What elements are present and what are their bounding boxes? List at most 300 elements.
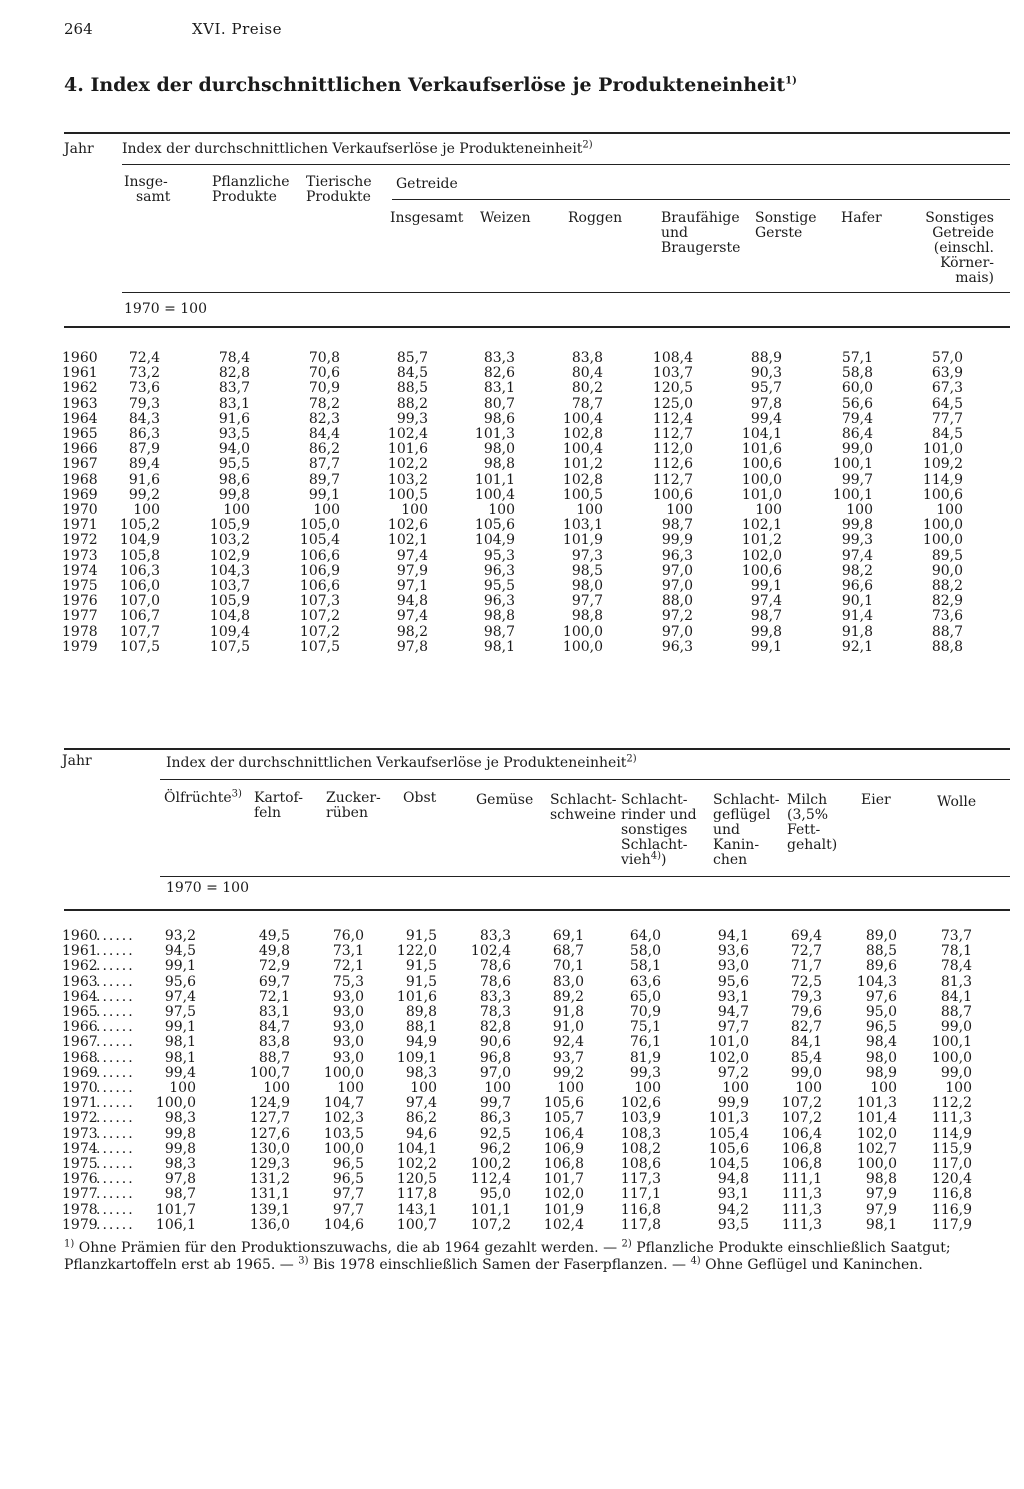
t1-cell: 104,3	[209, 562, 250, 579]
t1-cell: 90,3	[750, 365, 782, 382]
t1-cell: 105,2	[119, 517, 160, 534]
t1-cell: 78,7	[571, 395, 603, 412]
t1-group-label: Index der durchschnittlichen Verkaufserlöse je Produkteneinheit	[122, 141, 583, 157]
t1-cell: 88,0	[661, 593, 693, 610]
t2-year-dots: ......	[96, 1019, 135, 1036]
t2-cell: 98,4	[865, 1034, 897, 1051]
t1-getreide-header: Getreide	[396, 176, 458, 192]
t2-row	[0, 1035, 1024, 1050]
t2-cell: 105,7	[543, 1110, 584, 1127]
t2-cell: 100,1	[931, 1034, 972, 1051]
t1-cell: 98,7	[750, 608, 782, 625]
t2-cell: 120,5	[396, 1171, 437, 1188]
footnotes	[64, 1240, 1010, 1274]
t1-cell: 70,6	[308, 365, 340, 382]
t1-cell: 100,0	[741, 471, 782, 488]
t1-cell: 57,1	[841, 350, 873, 366]
t1-cell: 97,9	[396, 562, 428, 579]
t2-cell: 101,6	[396, 988, 437, 1005]
t2-cell: 100,0	[323, 1064, 364, 1081]
t1-year: 1973	[62, 547, 98, 564]
t2-year: 1972	[62, 1110, 98, 1127]
t1-base-label: 1970 = 100	[124, 301, 207, 317]
t1-cell: 101,6	[387, 441, 428, 458]
t2-cell: 117,8	[396, 1186, 437, 1203]
t2-row	[0, 1081, 1024, 1096]
t1-cell: 95,7	[750, 380, 782, 397]
t2-cell: 102,0	[856, 1125, 897, 1142]
t2-col-schlachtschweine-l1: Schlacht-	[550, 792, 617, 808]
t1-cell: 91,6	[128, 471, 160, 488]
t1-row	[0, 609, 1024, 624]
t1-cell: 99,8	[218, 486, 250, 503]
t1-cell: 96,3	[483, 593, 515, 610]
t2-cell: 107,2	[781, 1110, 822, 1127]
t2-col-schlachtrinder-sup: 4)	[650, 850, 661, 862]
t1-col-sonstige-gerste	[755, 211, 817, 241]
t2-col-oelfruechte-label: Ölfrüchte	[164, 790, 232, 806]
t2-year-dots: ......	[96, 1110, 135, 1127]
t2-cell: 97,6	[865, 988, 897, 1005]
t1-cell: 101,3	[474, 426, 515, 442]
t1-cell: 109,4	[209, 623, 250, 640]
t2-cell: 73,1	[332, 943, 364, 960]
t1-cell: 95,3	[483, 547, 515, 564]
t2-base-rule	[160, 876, 1010, 877]
t2-col-milch-l3: Fett-	[787, 822, 821, 838]
t2-year: 1973	[62, 1125, 98, 1142]
t2-cell: 97,0	[479, 1064, 511, 1081]
t1-cell: 105,9	[209, 593, 250, 610]
t2-cell: 88,5	[865, 943, 897, 960]
t2-cell: 71,7	[790, 958, 822, 975]
t1-cell: 72,4	[128, 350, 160, 366]
t2-cell: 90,6	[479, 1034, 511, 1051]
t2-row	[0, 1187, 1024, 1202]
t1-cell: 94,0	[218, 441, 250, 458]
t1-cell: 83,7	[218, 380, 250, 397]
t1-cell: 107,5	[209, 638, 250, 655]
t1-cell: 78,2	[308, 395, 340, 412]
t1-cell: 89,5	[931, 547, 963, 564]
t2-col-schlachtgefluegel-l2: geflügel	[713, 807, 771, 823]
footnote-1-mark: 1)	[64, 1238, 75, 1250]
t2-cell: 100,0	[155, 1095, 196, 1112]
t1-row	[0, 579, 1024, 594]
t2-col-schlachtrinder-l4: Schlacht-	[621, 837, 688, 853]
t2-cell: 95,0	[865, 1004, 897, 1020]
t2-cell: 127,7	[249, 1110, 290, 1127]
t2-cell: 91,5	[405, 928, 437, 944]
t1-cell: 79,3	[128, 395, 160, 412]
t2-cell: 97,9	[865, 1201, 897, 1218]
t2-col-kartoffeln-l1: Kartof-	[254, 790, 303, 806]
t2-cell: 94,8	[717, 1171, 749, 1188]
title-footnote-mark: 1)	[785, 75, 797, 87]
t1-cell: 102,0	[741, 547, 782, 564]
t2-year: 1979	[62, 1216, 98, 1233]
t2-cell: 78,6	[479, 973, 511, 990]
t1-cell: 87,7	[308, 456, 340, 473]
t1-cell: 95,5	[218, 456, 250, 473]
t2-cell: 120,4	[931, 1171, 972, 1188]
t1-cell: 100,6	[652, 486, 693, 503]
t2-cell: 104,6	[323, 1216, 364, 1233]
t1-cell: 98,6	[483, 410, 515, 427]
footnote-3-mark: 3)	[298, 1255, 309, 1267]
t2-col-zuckerrueben	[326, 791, 381, 821]
t1-base-rule	[122, 292, 1010, 293]
t2-cell: 72,9	[258, 958, 290, 975]
t2-cell: 88,1	[405, 1019, 437, 1036]
t1-cell: 102,2	[387, 456, 428, 473]
t2-cell: 89,8	[405, 1004, 437, 1020]
t1-cell: 98,1	[483, 638, 515, 655]
t2-year-dots: ......	[96, 1125, 135, 1142]
t2-year-dots: ......	[96, 1216, 135, 1233]
t2-col-zuckerrueben-l1: Zucker-	[326, 790, 381, 806]
t2-cell: 84,1	[790, 1034, 822, 1051]
t1-cell: 83,1	[218, 395, 250, 412]
t2-cell: 94,6	[405, 1125, 437, 1142]
t1-year: 1977	[62, 608, 98, 625]
t1-cell: 88,7	[931, 623, 963, 640]
t2-cell: 94,5	[164, 943, 196, 960]
t2-cell: 99,8	[164, 1125, 196, 1142]
t2-year: 1970	[62, 1080, 98, 1096]
t2-year-dots: ......	[96, 1201, 135, 1218]
page-number: 264	[64, 20, 93, 38]
t1-group-rule	[122, 164, 1010, 165]
t1-cell: 97,0	[661, 578, 693, 594]
t2-row	[0, 929, 1024, 944]
t1-cell: 100,6	[741, 562, 782, 579]
t2-cell: 70,9	[629, 1004, 661, 1020]
t2-cell: 107,2	[470, 1216, 511, 1233]
t2-cell: 111,3	[781, 1216, 822, 1233]
t2-row	[0, 1020, 1024, 1035]
t1-cell: 112,0	[652, 441, 693, 458]
t1-cell: 100	[223, 502, 250, 518]
t2-year: 1976	[62, 1171, 98, 1188]
t1-cell: 97,4	[750, 593, 782, 610]
t2-cell: 97,4	[164, 988, 196, 1005]
t2-col-schlachtrinder-l5: vieh$^{4)}$)	[621, 850, 667, 868]
t1-cell: 97,7	[571, 593, 603, 610]
t2-cell: 115,9	[931, 1140, 972, 1157]
t1-cell: 101,0	[741, 486, 782, 503]
t2-cell: 99,1	[164, 1019, 196, 1036]
t2-cell: 98,0	[865, 1049, 897, 1066]
t1-cell: 100,0	[562, 638, 603, 655]
t2-cell: 95,6	[164, 973, 196, 990]
t2-cell: 81,3	[940, 973, 972, 990]
t1-cell: 100,1	[832, 486, 873, 503]
t2-cell: 100	[634, 1080, 661, 1096]
t1-cell: 105,9	[209, 517, 250, 534]
t2-cell: 143,1	[396, 1201, 437, 1218]
t1-year: 1975	[62, 578, 98, 594]
t1-cell: 64,5	[931, 395, 963, 412]
t2-cell: 83,0	[552, 973, 584, 990]
t1-cell: 96,3	[661, 638, 693, 655]
t2-cell: 97,5	[164, 1004, 196, 1020]
t2-cell: 102,4	[543, 1216, 584, 1233]
t2-cell: 102,3	[323, 1110, 364, 1127]
t2-cell: 69,1	[552, 928, 584, 944]
t2-cell: 64,0	[629, 928, 661, 944]
t1-cell: 70,8	[308, 350, 340, 366]
t1-cell: 84,4	[308, 426, 340, 442]
t1-row	[0, 457, 1024, 472]
t2-cell: 78,1	[940, 943, 972, 960]
t2-cell: 105,6	[543, 1095, 584, 1112]
t2-row	[0, 1111, 1024, 1126]
t1-col-hafer: Hafer	[841, 210, 882, 226]
t2-cell: 101,3	[856, 1095, 897, 1112]
t2-year: 1975	[62, 1156, 98, 1172]
t2-cell: 100	[557, 1080, 584, 1096]
t1-row	[0, 594, 1024, 609]
t2-cell: 97,4	[405, 1095, 437, 1112]
t2-cell: 98,8	[865, 1171, 897, 1188]
t1-cell: 91,6	[218, 410, 250, 427]
t1-year: 1969	[62, 486, 98, 503]
t1-cell: 107,2	[299, 623, 340, 640]
t2-cell: 99,8	[164, 1140, 196, 1157]
t1-cell: 96,3	[661, 547, 693, 564]
t1-cell: 107,5	[119, 638, 160, 655]
section-title: XVI. Preise	[192, 20, 282, 38]
t1-header-bottom-rule	[64, 326, 1010, 328]
t2-cell: 63,6	[629, 973, 661, 990]
t2-col-wolle: Wolle	[937, 794, 977, 810]
t1-cell: 105,4	[299, 532, 340, 549]
t1-group-header	[122, 139, 593, 157]
t2-col-schlachtrinder-l1: Schlacht-	[621, 792, 688, 808]
t1-cell: 73,2	[128, 365, 160, 382]
t1-cell: 89,4	[128, 456, 160, 473]
t2-year: 1960	[62, 928, 98, 944]
t2-cell: 101,7	[155, 1201, 196, 1218]
t2-cell: 93,0	[332, 1049, 364, 1066]
t1-col-braugerste	[661, 211, 740, 256]
t2-cell: 95,0	[479, 1186, 511, 1203]
t1-col-braugerste-l1: Braufähige	[661, 210, 740, 226]
t2-cell: 91,5	[405, 973, 437, 990]
t2-year: 1961	[62, 943, 98, 960]
t2-year-dots: ......	[96, 1049, 135, 1066]
t1-cell: 102,8	[562, 426, 603, 442]
t1-cell: 100,4	[562, 441, 603, 458]
t2-year-dots: ......	[96, 1156, 135, 1172]
t2-cell: 96,5	[332, 1171, 364, 1188]
t2-cell: 72,1	[332, 958, 364, 975]
t1-col-sonstiges-getreide-l1: Sonstiges	[925, 210, 994, 226]
t2-cell: 99,2	[552, 1064, 584, 1081]
table2-top-rule	[64, 748, 1010, 750]
t2-cell: 98,3	[164, 1156, 196, 1172]
t1-cell: 97,4	[841, 547, 873, 564]
t1-cell: 86,3	[128, 426, 160, 442]
t1-cell: 99,1	[750, 638, 782, 655]
footnote-2-mark: 2)	[621, 1238, 632, 1250]
t1-col-pflanzlich-l2: Produkte	[212, 189, 277, 205]
t1-cell: 80,7	[483, 395, 515, 412]
t2-col-schlachtrinder	[621, 793, 697, 868]
t2-cell: 92,4	[552, 1034, 584, 1051]
t2-col-schlachtgefluegel-l5: chen	[713, 852, 748, 868]
t2-cell: 103,9	[620, 1110, 661, 1127]
t1-year-header: Jahr	[64, 141, 94, 157]
t1-cell: 90,0	[931, 562, 963, 579]
t2-cell: 76,1	[629, 1034, 661, 1051]
t2-cell: 49,8	[258, 943, 290, 960]
t2-cell: 104,7	[323, 1095, 364, 1112]
t1-year: 1967	[62, 456, 98, 473]
t2-cell: 122,0	[396, 943, 437, 960]
t2-cell: 102,4	[470, 943, 511, 960]
t2-row	[0, 1127, 1024, 1142]
t2-cell: 101,4	[856, 1110, 897, 1127]
t1-cell: 107,3	[299, 593, 340, 610]
t1-cell: 100,0	[562, 623, 603, 640]
t1-cell: 99,4	[750, 410, 782, 427]
t2-cell: 72,7	[790, 943, 822, 960]
t2-col-schlachtrinder-l2: rinder und	[621, 807, 697, 823]
t1-cell: 57,0	[931, 350, 963, 366]
t2-year: 1964	[62, 988, 98, 1005]
t2-cell: 78,4	[940, 958, 972, 975]
t2-cell: 99,1	[164, 958, 196, 975]
footnote-1: Ohne Prämien für den Produktionszuwachs, die ab 1964 gezahlt werden. —	[78, 1240, 618, 1256]
t1-cell: 101,9	[562, 532, 603, 549]
t2-year-dots: ......	[96, 973, 135, 990]
t2-base-label: 1970 = 100	[166, 880, 249, 896]
t2-cell: 105,6	[708, 1140, 749, 1157]
t1-cell: 104,9	[119, 532, 160, 549]
t2-cell: 83,3	[479, 988, 511, 1005]
t1-row	[0, 564, 1024, 579]
t1-cell: 114,9	[922, 471, 963, 488]
t1-cell: 98,8	[483, 456, 515, 473]
t1-cell: 112,6	[652, 456, 693, 473]
t2-cell: 100	[795, 1080, 822, 1096]
t2-year-dots: ......	[96, 1034, 135, 1051]
t2-col-milch	[787, 793, 837, 853]
t1-col-insgesamt-l2: samt	[136, 189, 171, 205]
t2-year: 1967	[62, 1034, 98, 1051]
t2-cell: 93,1	[717, 988, 749, 1005]
t1-year: 1974	[62, 562, 98, 579]
t1-cell: 100	[488, 502, 515, 518]
t2-cell: 93,0	[717, 958, 749, 975]
t1-cell: 104,8	[209, 608, 250, 625]
t2-year-dots: ......	[96, 958, 135, 975]
t1-cell: 87,9	[128, 441, 160, 458]
t2-cell: 89,6	[865, 958, 897, 975]
t1-cell: 83,3	[483, 350, 515, 366]
t2-cell: 93,0	[332, 988, 364, 1005]
t2-cell: 101,3	[708, 1110, 749, 1127]
t2-cell: 106,4	[781, 1125, 822, 1142]
t2-cell: 93,0	[332, 1019, 364, 1036]
t2-cell: 75,3	[332, 973, 364, 990]
t2-cell: 106,8	[781, 1140, 822, 1157]
t2-cell: 83,8	[258, 1034, 290, 1051]
t1-cell: 100	[846, 502, 873, 518]
t2-col-schlachtrinder-l5-text: vieh	[621, 852, 651, 868]
t2-cell: 99,0	[790, 1064, 822, 1081]
t1-row	[0, 533, 1024, 548]
t2-cell: 100,0	[931, 1049, 972, 1066]
t2-cell: 106,4	[543, 1125, 584, 1142]
t1-getreide-rule	[392, 199, 1010, 200]
t1-cell: 100	[401, 502, 428, 518]
t2-year-dots: ......	[96, 1095, 135, 1112]
t2-year-header: Jahr	[62, 753, 92, 769]
t1-cell: 83,8	[571, 350, 603, 366]
t2-cell: 88,7	[258, 1049, 290, 1066]
t1-col-braugerste-l2: und	[661, 225, 688, 241]
t2-cell: 117,1	[620, 1186, 661, 1203]
t1-row	[0, 503, 1024, 518]
t2-cell: 92,5	[479, 1125, 511, 1142]
t1-cell: 86,2	[308, 441, 340, 458]
t1-cell: 89,7	[308, 471, 340, 488]
t1-cell: 100,1	[832, 456, 873, 473]
t1-cell: 96,3	[483, 562, 515, 579]
t2-cell: 94,1	[717, 928, 749, 944]
t1-cell: 82,6	[483, 365, 515, 382]
t1-cell: 112,4	[652, 410, 693, 427]
t2-cell: 100,2	[470, 1156, 511, 1172]
t1-cell: 120,5	[652, 380, 693, 397]
t2-cell: 68,7	[552, 943, 584, 960]
t1-cell: 92,1	[841, 638, 873, 655]
t2-row	[0, 1142, 1024, 1157]
t2-cell: 98,1	[164, 1034, 196, 1051]
t1-cell: 97,8	[750, 395, 782, 412]
t2-cell: 102,7	[856, 1140, 897, 1157]
t2-year: 1971	[62, 1095, 98, 1112]
t2-cell: 99,0	[940, 1019, 972, 1036]
t1-cell: 101,1	[474, 471, 515, 488]
t2-cell: 127,6	[249, 1125, 290, 1142]
t2-cell: 124,9	[249, 1095, 290, 1112]
t2-row	[0, 1218, 1024, 1233]
t2-cell: 100	[169, 1080, 196, 1096]
t1-cell: 100,0	[922, 517, 963, 534]
t1-cell: 99,7	[841, 471, 873, 488]
t2-cell: 99,7	[479, 1095, 511, 1112]
t2-cell: 100,0	[323, 1140, 364, 1157]
t2-year: 1966	[62, 1019, 98, 1036]
t1-cell: 88,2	[931, 578, 963, 594]
t2-col-schlachtschweine-l2: schweine	[550, 807, 617, 823]
t1-cell: 96,6	[841, 578, 873, 594]
t2-cell: 83,3	[479, 928, 511, 944]
t2-cell: 100,7	[249, 1064, 290, 1081]
t1-cell: 97,0	[661, 623, 693, 640]
t1-cell: 99,1	[308, 486, 340, 503]
t1-col-sonstiges-getreide-l5: mais)	[955, 270, 994, 286]
t2-cell: 100	[484, 1080, 511, 1096]
t1-cell: 100,4	[562, 410, 603, 427]
t1-cell: 90,1	[841, 593, 873, 610]
t1-cell: 60,0	[841, 380, 873, 397]
t2-group-rule	[160, 779, 1010, 780]
